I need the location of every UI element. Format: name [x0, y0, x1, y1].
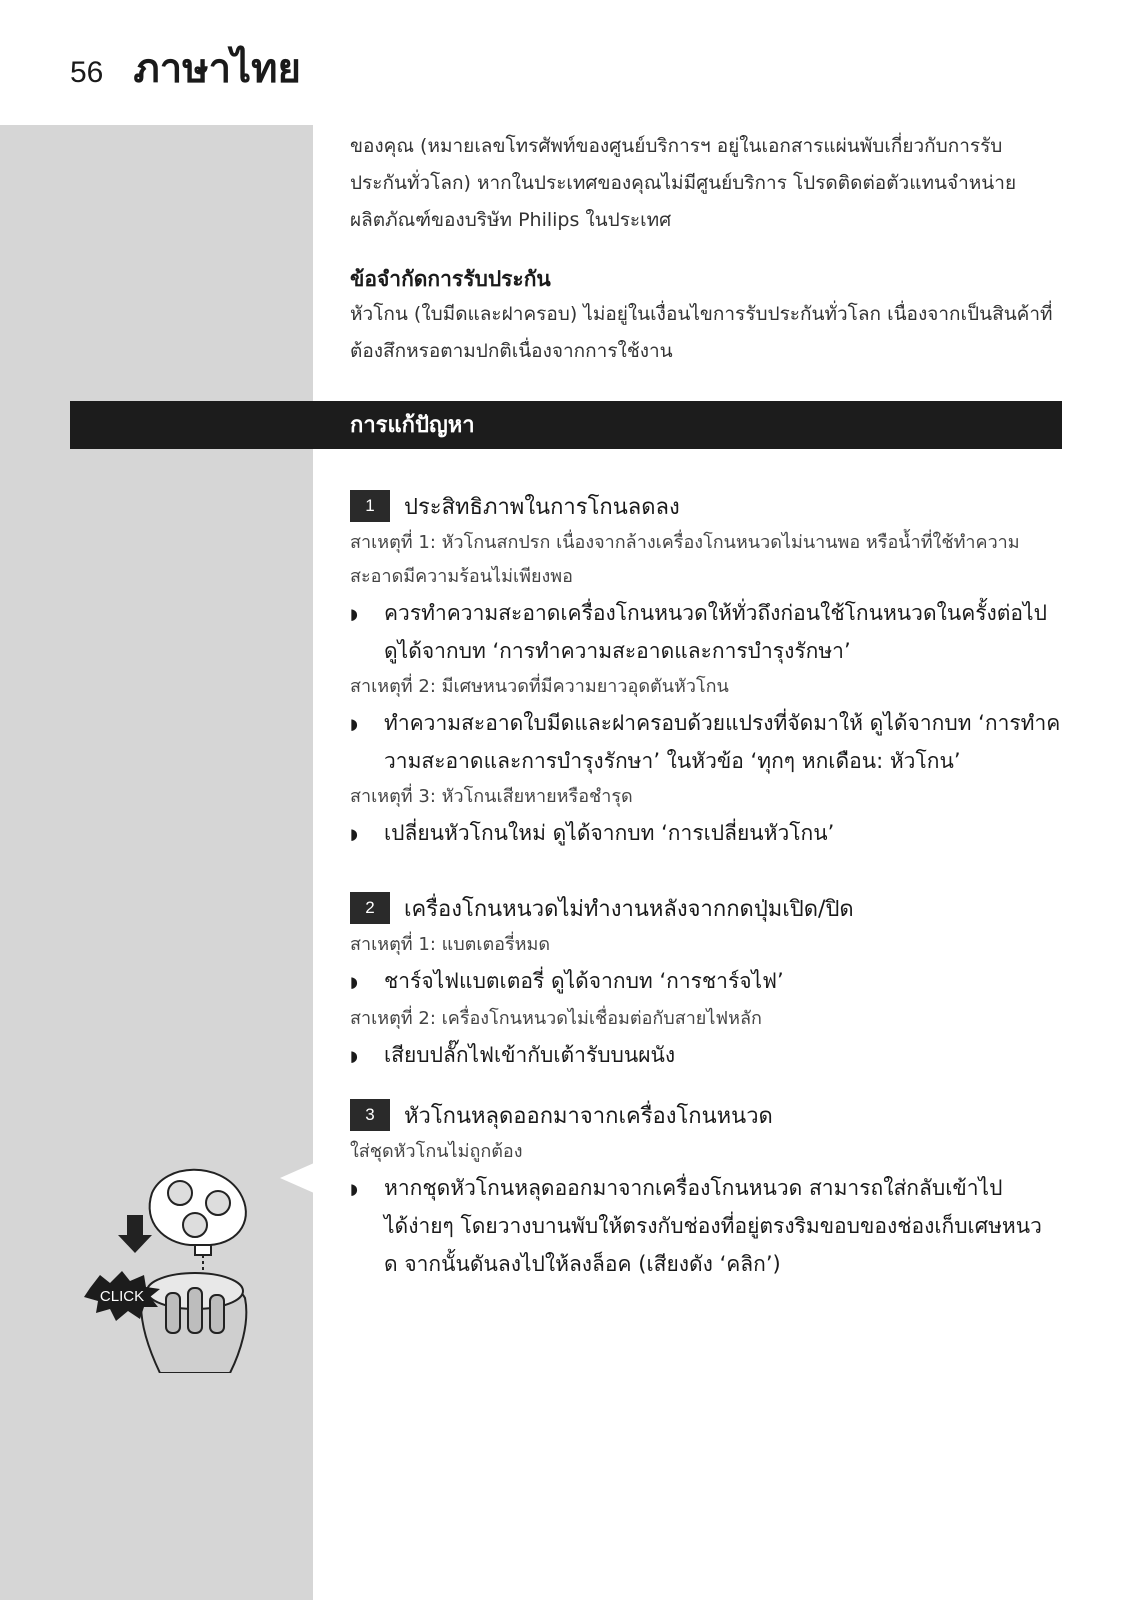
solution-line: ควรทำความสะอาดเครื่องโกนหนวดให้ทั่วถึงก่อนใช้โกนหนวดในครั้งต่อไป — [384, 601, 1047, 625]
bullet-icon: ◗ — [350, 715, 358, 733]
solution-item — [350, 962, 1070, 1002]
problem-title: เครื่องโกนหนวดไม่ทำงานหลังจากกดปุ่มเปิด/ปิด — [404, 896, 854, 922]
cause-text: สาเหตุที่ 2: มีเศษหนวดที่มีความยาวอุดตันหัวโกน — [350, 676, 729, 697]
cause-text: สะอาดมีความร้อนไม่เพียงพอ — [350, 566, 573, 587]
solution-line: ดูได้จากบท ‘การทำความสะอาดและการบำรุงรักษา’ — [384, 639, 851, 663]
cause-text: สาเหตุที่ 1: หัวโกนสกปรก เนื่องจากล้างเครื่องโกนหนวดไม่นานพอ หรือน้ำที่ใช้ทำความ — [350, 532, 1020, 553]
solution-item — [350, 1169, 1070, 1283]
solution-line: เปลี่ยนหัวโกนใหม่ ดูได้จากบท ‘การเปลี่ยนหัวโกน’ — [384, 821, 835, 845]
sidebar-band — [0, 125, 313, 1600]
problem-number-badge: 1 — [350, 490, 390, 522]
cause-text: สาเหตุที่ 3: หัวโกนเสียหายหรือชำรุด — [350, 786, 633, 807]
cause-text: สาเหตุที่ 2: เครื่องโกนหนวดไม่เชื่อมต่อกับสายไฟหลัก — [350, 1008, 762, 1029]
solution-line: ได้ง่ายๆ โดยวางบานพับให้ตรงกับช่องที่อยู่ตรงริมขอบของช่องเก็บเศษหนว — [384, 1214, 1042, 1238]
problem-heading — [350, 888, 1070, 928]
page-number: 56 — [70, 56, 104, 89]
cause-text: ใส่ชุดหัวโกนไม่ถูกต้อง — [350, 1141, 523, 1162]
problem-3 — [350, 1095, 1070, 1283]
warranty-block — [350, 262, 1070, 370]
bullet-icon: ◗ — [350, 1180, 358, 1198]
solution-line: วามสะอาดและการบำรุงรักษา’ ในหัวข้อ ‘ทุกๆ หกเดือน: หัวโกน’ — [384, 749, 961, 773]
problem-heading — [350, 1095, 1070, 1135]
problem-2 — [350, 888, 1070, 1076]
intro-line: ของคุณ (หมายเลขโทรศัพท์ของศูนย์บริการฯ อยู่ในเอกสารแผ่นพับเกี่ยวกับการรับ — [350, 135, 1003, 157]
page-language-title: ภาษาไทย — [133, 46, 301, 92]
section-bar — [70, 401, 1062, 449]
solution-line: หากชุดหัวโกนหลุดออกมาจากเครื่องโกนหนวด สามารถใส่กลับเข้าไป — [384, 1176, 1003, 1200]
bullet-icon: ◗ — [350, 1047, 358, 1065]
shaver-illustration — [70, 1163, 280, 1373]
warranty-line: ต้องสึกหรอตามปกติเนื่องจากการใช้งาน — [350, 340, 673, 362]
click-label: CLICK — [99, 1288, 145, 1305]
solution-line: ชาร์จไฟแบตเตอรี่ ดูได้จากบท ‘การชาร์จไฟ’ — [384, 969, 784, 993]
solution-line: เสียบปลั๊กไฟเข้ากับเต้ารับบนผนัง — [384, 1043, 676, 1067]
cause-text: สาเหตุที่ 1: แบตเตอรี่หมด — [350, 934, 551, 955]
solution-item — [350, 1036, 1070, 1076]
solution-item — [350, 704, 1070, 780]
problem-title: หัวโกนหลุดออกมาจากเครื่องโกนหนวด — [404, 1103, 773, 1129]
solution-item — [350, 814, 1070, 854]
solution-line: ทำความสะอาดใบมีดและฝาครอบด้วยแปรงที่จัดมาให้ ดูได้จากบท ‘การทำค — [384, 711, 1061, 735]
bullet-icon: ◗ — [350, 825, 358, 843]
shaver-head-click-icon — [70, 1163, 280, 1373]
page-header — [70, 36, 301, 100]
intro-paragraph — [350, 128, 1070, 239]
section-title: การแก้ปัญหา — [350, 413, 475, 438]
bullet-icon: ◗ — [350, 973, 358, 991]
bullet-icon: ◗ — [350, 605, 358, 623]
warranty-heading: ข้อจำกัดการรับประกัน — [350, 267, 551, 291]
intro-line: ประกันทั่วโลก) หากในประเทศของคุณไม่มีศูนย์บริการ โปรดติดต่อตัวแทนจำหน่าย — [350, 172, 1017, 194]
problem-1 — [350, 486, 1070, 854]
problem-number-badge: 3 — [350, 1099, 390, 1131]
problem-number-badge: 2 — [350, 892, 390, 924]
solution-line: ด จากนั้นดันลงไปให้ลงล็อค (เสียงดัง ‘คลิก’) — [384, 1252, 781, 1276]
problem-heading — [350, 486, 1070, 526]
warranty-line: หัวโกน (ใบมีดและฝาครอบ) ไม่อยู่ในเงื่อนไขการรับประกันทั่วโลก เนื่องจากเป็นสินค้าที่ — [350, 303, 1053, 325]
problem-title: ประสิทธิภาพในการโกนลดลง — [404, 494, 680, 520]
callout-pointer — [280, 1163, 314, 1193]
intro-line: ผลิตภัณฑ์ของบริษัท Philips ในประเทศ — [350, 209, 672, 231]
solution-item — [350, 594, 1070, 670]
